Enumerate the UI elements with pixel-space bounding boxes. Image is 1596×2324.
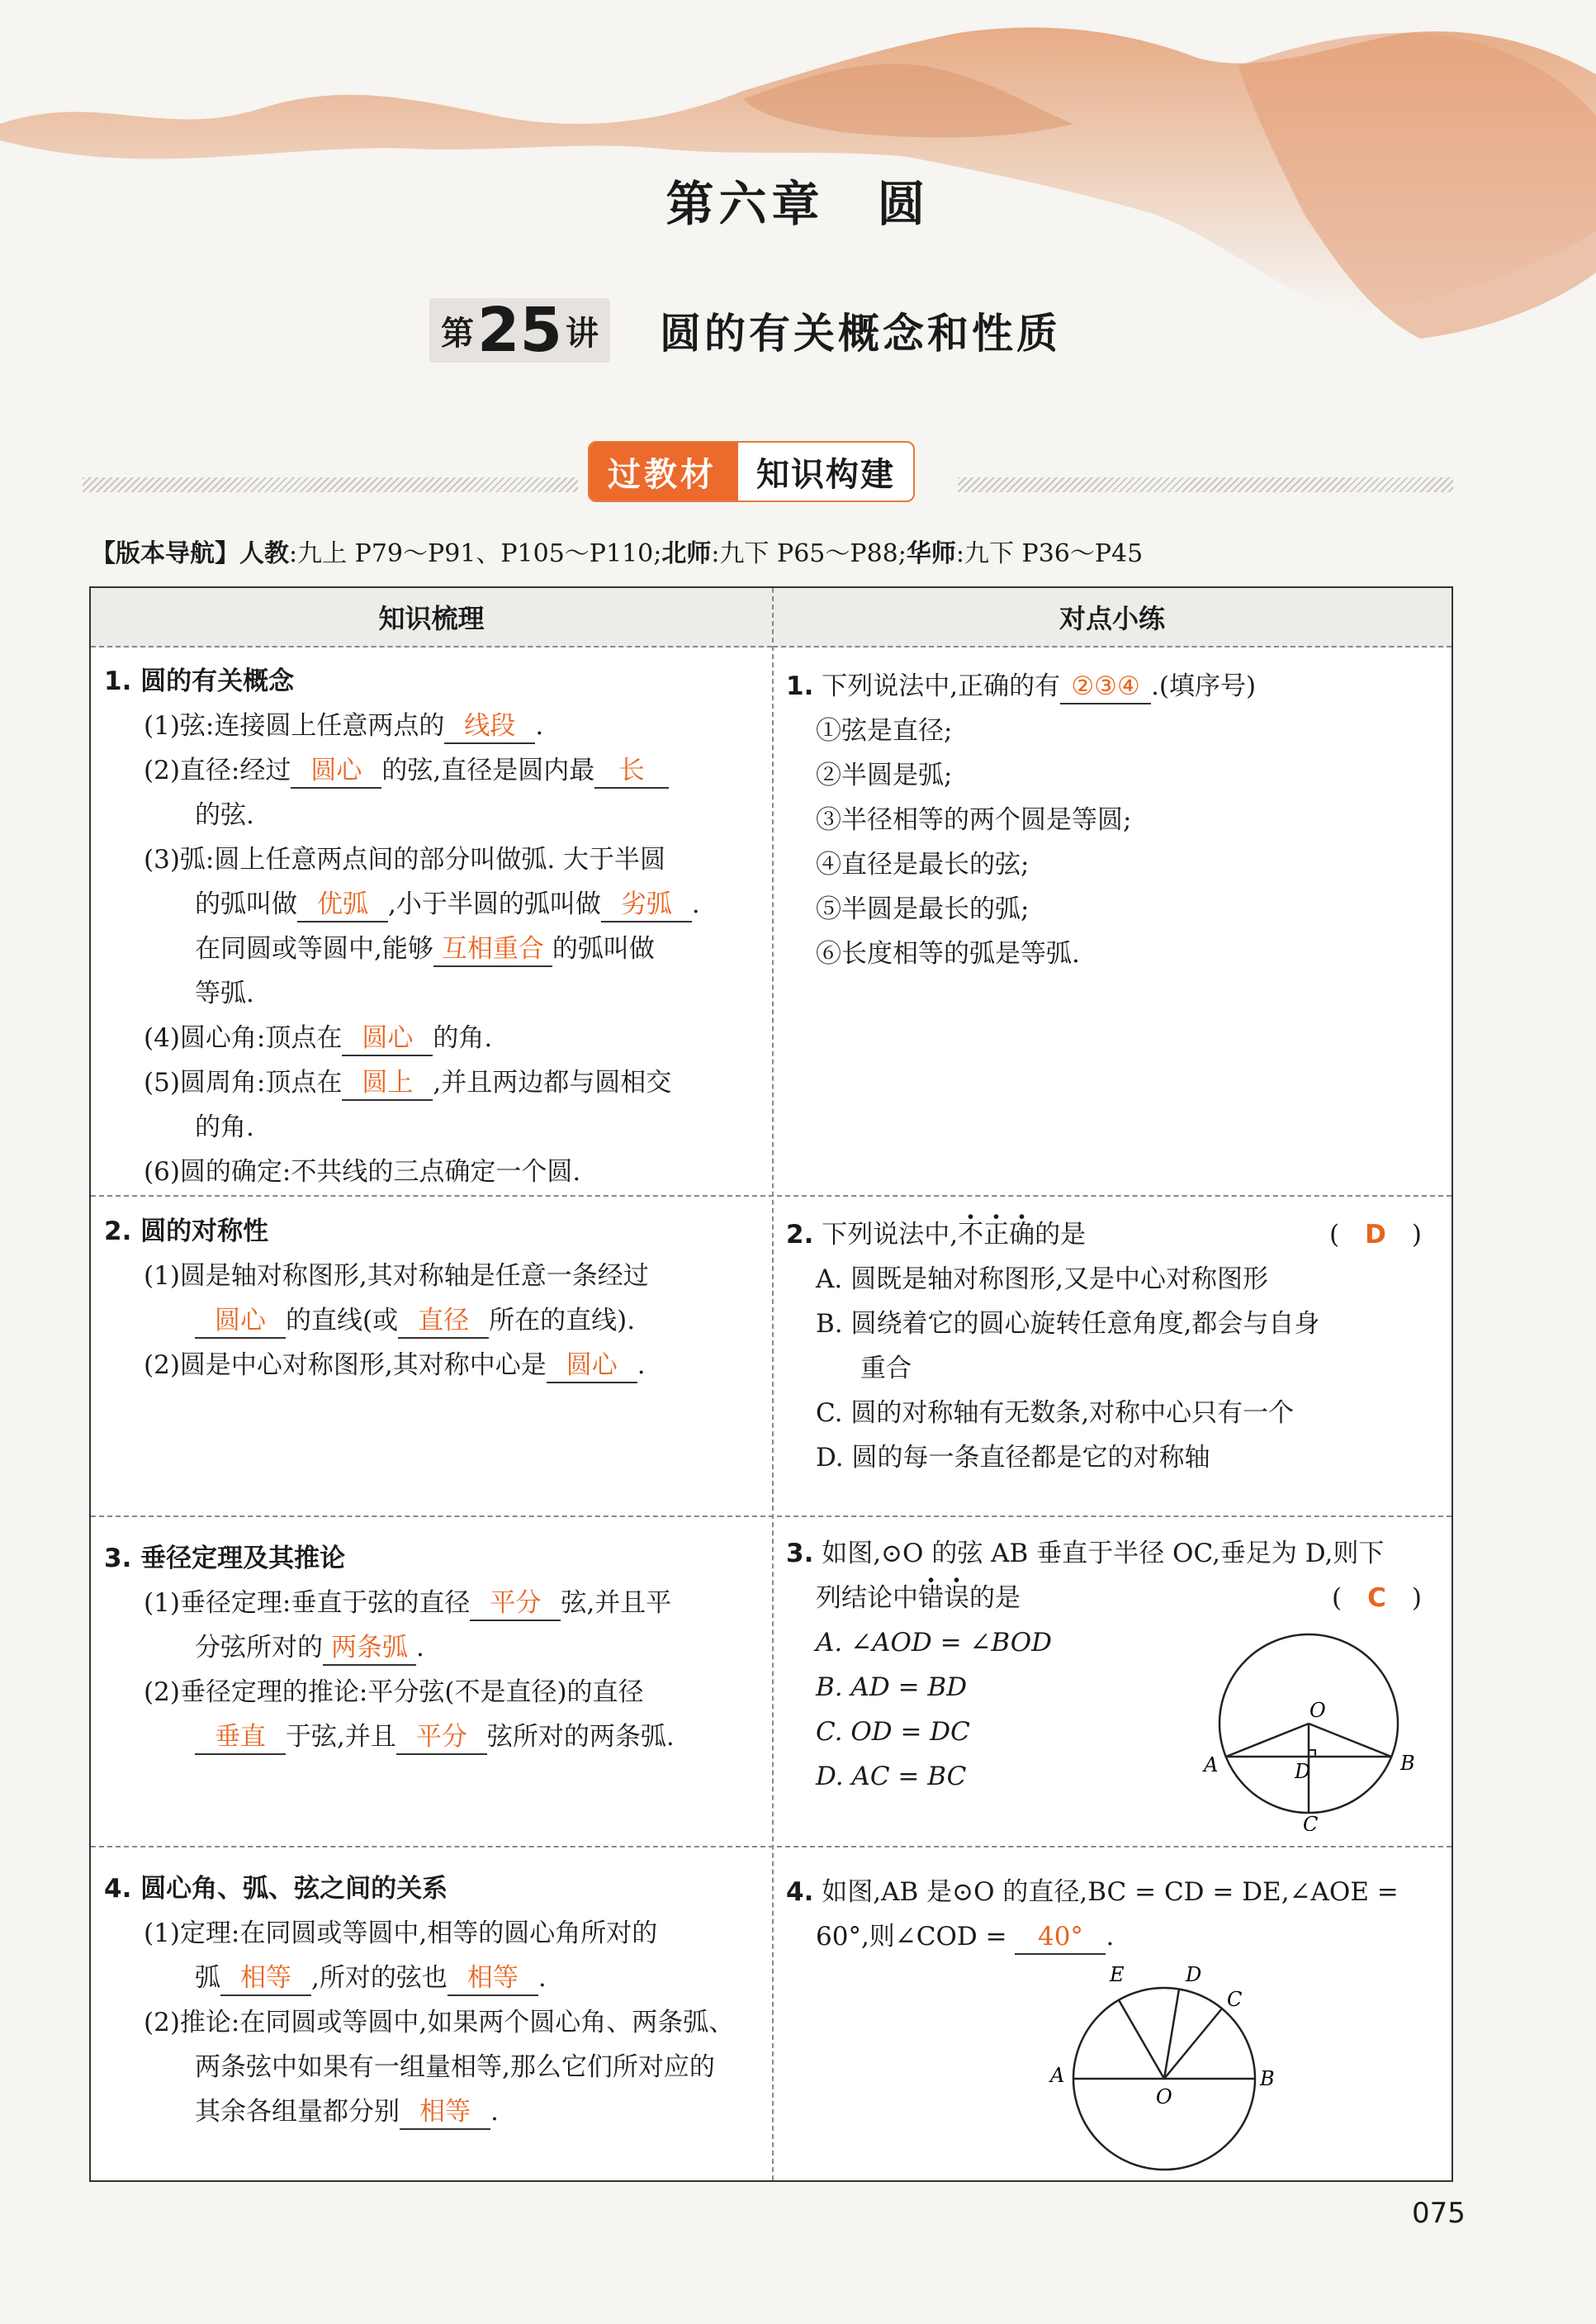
answer-blank: 垂直 <box>195 1720 286 1755</box>
answer-blank: 两条弧 <box>323 1631 416 1666</box>
s1-i4-end: 的角. <box>433 1023 493 1053</box>
s1-i3-mid: ,小于半圆的弧叫做 <box>388 889 601 919</box>
q2-emphasis <box>958 1220 1035 1250</box>
q2-stem-end: 的是 <box>1035 1220 1087 1250</box>
header-practice: 对点小练 <box>773 588 1452 647</box>
q2-answer-paren: ( D ) <box>1329 1220 1422 1250</box>
q3-option-c: C. OD = DC <box>816 1717 970 1747</box>
answer-blank: 优弧 <box>297 888 388 922</box>
chapter-title: 第六章 圆 <box>665 176 931 232</box>
section-2-title: 2. 圆的对称性 <box>104 1217 269 1246</box>
q3-number: 3. <box>786 1539 814 1568</box>
s3-i1-text2: 分弦所对的 <box>195 1633 323 1662</box>
emphasis-char: 确 <box>1009 1220 1035 1250</box>
q4-label-a: A <box>1050 2064 1065 2087</box>
q3-answer: C <box>1367 1583 1386 1613</box>
q1-option: ③半径相等的两个圆是等圆; <box>816 805 1132 835</box>
section-tag-right: 知识构建 <box>756 455 895 494</box>
q2-option-b-cont: 重合 <box>860 1354 912 1383</box>
lecture-number: 25 <box>477 295 562 366</box>
knowledge-section-3 <box>104 1536 765 1759</box>
q3-label-o: O <box>1309 1699 1326 1722</box>
s4-i1-end: . <box>538 1963 547 1993</box>
answer-blank: 互相重合 <box>433 932 552 967</box>
s1-i3-end2: 的弧叫做 <box>552 934 655 964</box>
s1-i2-text: (2)直径:经过 <box>144 756 291 785</box>
emphasis-char: 错 <box>918 1583 944 1613</box>
s3-i2-mid: 于弦,并且 <box>286 1722 396 1752</box>
q4-stem-end: . <box>1106 1922 1115 1952</box>
answer-blank: 圆上 <box>342 1066 433 1101</box>
knowledge-section-1 <box>104 659 765 1194</box>
q4-circle-figure <box>1007 1963 1321 2178</box>
row-divider-2 <box>91 1515 1452 1517</box>
edition-pep-pages: :九上 P79～P91、P105～P110; <box>289 539 662 568</box>
row-divider-1 <box>91 1195 1452 1197</box>
answer-blank: 线段 <box>444 709 535 744</box>
answer-blank: 圆心 <box>342 1022 433 1056</box>
answer-blank: 圆心 <box>291 754 381 789</box>
knowledge-table <box>89 586 1453 2182</box>
q2-option-c: C. 圆的对称轴有无数条,对称中心只有一个 <box>816 1398 1295 1428</box>
s2-i2-text: (2)圆是中心对称图形,其对称中心是 <box>144 1350 547 1380</box>
s1-i5-text: (5)圆周角:顶点在 <box>144 1068 343 1098</box>
q1-option: ④直径是最长的弦; <box>816 850 1030 880</box>
answer-blank: 平分 <box>470 1586 561 1621</box>
header-knowledge: 知识梳理 <box>91 588 772 647</box>
s4-i2-end: . <box>490 2097 499 2127</box>
q1-options <box>786 709 1438 976</box>
s2-i1-end: 所在的直线). <box>489 1306 636 1335</box>
answer-blank: ②③④ <box>1060 670 1151 704</box>
section-1-title: 1. 圆的有关概念 <box>104 666 295 696</box>
s1-i2-cont: 的弦. <box>195 800 254 830</box>
answer-blank: 长 <box>594 754 669 789</box>
section-tag <box>588 441 915 502</box>
emphasis-char: 误 <box>944 1583 969 1613</box>
q2-answer: D <box>1365 1220 1386 1250</box>
lecture-suffix: 讲 <box>565 314 599 353</box>
q3-option-b: B. AD = BD <box>816 1672 968 1702</box>
s1-i1-text: (1)弦:连接圆上任意两点的 <box>144 711 445 741</box>
q2-option-a: A. 圆既是轴对称图形,又是中心对称图形 <box>816 1264 1268 1294</box>
section-tag-left: 过教材 <box>590 443 738 500</box>
knowledge-section-2 <box>104 1209 765 1387</box>
s1-i3-text: 的弧叫做 <box>195 889 297 919</box>
q4-stem-line1: 如图,AB 是⊙O 的直径,BC = CD = DE,∠AOE = <box>822 1877 1399 1907</box>
edition-hs-pages: :九下 P36～P45 <box>955 539 1144 568</box>
s1-i3-text2: 在同圆或等圆中,能够 <box>195 934 433 964</box>
q1-stem-end: .(填序号) <box>1151 671 1257 701</box>
answer-blank: 直径 <box>398 1304 489 1339</box>
q4-label-c: C <box>1227 1988 1243 2011</box>
q1-number: 1. <box>786 671 814 701</box>
page-number: 075 <box>1412 2197 1466 2230</box>
s3-i1-text: (1)垂径定理:垂直于弦的直径 <box>144 1588 471 1618</box>
s3-i1-end: 弦,并且平 <box>561 1588 672 1618</box>
q4-label-o: O <box>1156 2085 1172 2108</box>
practice-question-4 <box>786 1870 1438 1959</box>
q1-option: ⑥长度相等的弧是等弧. <box>816 939 1080 969</box>
q3-label-b: B <box>1400 1752 1415 1775</box>
q2-option-d: D. 圆的每一条直径都是它的对称轴 <box>816 1443 1210 1473</box>
q3-stem-line2: 列结论中 <box>816 1583 918 1613</box>
q2-stem: 下列说法中, <box>822 1220 959 1250</box>
answer-blank: 劣弧 <box>601 888 692 922</box>
knowledge-section-4 <box>104 1866 765 2134</box>
s3-i1-end2: . <box>416 1633 424 1662</box>
s1-i2-mid: 的弦,直径是圆内最 <box>381 756 595 785</box>
q2-number: 2. <box>786 1220 814 1250</box>
column-divider <box>772 588 774 2180</box>
emphasis-char: 不 <box>958 1220 984 1250</box>
hatch-right <box>958 477 1453 492</box>
practice-question-2 <box>786 1212 1438 1480</box>
q3-option-a: A. ∠AOD = ∠BOD <box>816 1628 1053 1658</box>
lecture-badge <box>429 295 610 366</box>
answer-blank: 40° <box>1015 1920 1106 1955</box>
lecture-title: 圆的有关概念和性质 <box>659 310 1061 358</box>
s1-i3-end: . <box>691 889 700 919</box>
row-divider-3 <box>91 1846 1452 1847</box>
q3-stem-line1: 如图,⊙O 的弦 AB 垂直于半径 OC,垂足为 D,则下 <box>822 1539 1385 1568</box>
s1-i6: (6)圆的确定:不共线的三点确定一个圆. <box>144 1157 581 1187</box>
edition-hs: 华师 <box>906 539 956 568</box>
q3-answer-paren: ( C ) <box>1332 1583 1422 1613</box>
s1-i5-cont: 的角. <box>195 1112 254 1142</box>
s4-i1-text: 弧 <box>195 1963 220 1993</box>
s1-i3-cont: 等弧. <box>195 979 254 1008</box>
answer-blank: 相等 <box>400 2095 490 2130</box>
q1-option: ②半圆是弧; <box>816 761 953 790</box>
q2-option-b: B. 圆绕着它的圆心旋转任意角度,都会与自身 <box>816 1309 1320 1339</box>
answer-blank: 相等 <box>448 1961 538 1996</box>
s2-i2-end: . <box>637 1350 646 1380</box>
q1-option: ①弦是直径; <box>816 716 953 746</box>
s1-i5-end: ,并且两边都与圆相交 <box>433 1068 672 1098</box>
s4-i1-mid: ,所对的弦也 <box>311 1963 448 1993</box>
q1-option: ⑤半圆是最长的弧; <box>816 894 1030 924</box>
q3-label-c: C <box>1303 1813 1319 1831</box>
section-3-title: 3. 垂径定理及其推论 <box>104 1544 346 1573</box>
hatch-left <box>83 477 578 492</box>
edition-bsd: 北师 <box>661 539 712 568</box>
s3-i2-line1: (2)垂径定理的推论:平分弦(不是直径)的直径 <box>144 1677 644 1707</box>
s4-i1-line1: (1)定理:在同圆或等圆中,相等的圆心角所对的 <box>144 1918 658 1948</box>
q4-label-b: B <box>1260 2067 1275 2090</box>
lecture-prefix: 第 <box>441 314 474 353</box>
emphasis-char: 正 <box>983 1220 1010 1250</box>
s1-i3-line1: (3)弧:圆上任意两点间的部分叫做弧. 大于半圆 <box>144 845 666 875</box>
q3-label-d: D <box>1295 1760 1311 1783</box>
q4-stem-line2: 60°,则∠COD = <box>816 1922 1016 1952</box>
s1-i1-end: . <box>535 711 544 741</box>
practice-question-1 <box>786 664 1438 976</box>
s2-i1-line1: (1)圆是轴对称图形,其对称轴是任意一条经过 <box>144 1261 649 1291</box>
section-bar <box>83 438 1453 504</box>
q3-emphasis <box>918 1583 969 1613</box>
s1-i4-text: (4)圆心角:顶点在 <box>144 1023 343 1053</box>
edition-nav-label: 【版本导航】 <box>91 539 239 568</box>
q4-label-e: E <box>1110 1963 1125 1986</box>
q3-option-d: D. AC = BC <box>816 1762 967 1791</box>
q3-circle-figure <box>1189 1624 1437 1831</box>
answer-blank: 相等 <box>220 1961 311 1996</box>
s4-i2-line2: 两条弦中如果有一组量相等,那么它们所对应的 <box>195 2052 715 2082</box>
q1-stem: 下列说法中,正确的有 <box>822 671 1061 701</box>
q4-label-d: D <box>1186 1963 1202 1986</box>
s3-i2-end: 弦所对的两条弧. <box>486 1722 675 1752</box>
s4-i2-line1: (2)推论:在同圆或等圆中,如果两个圆心角、两条弧、 <box>144 2008 735 2037</box>
q3-stem-end: 的是 <box>969 1583 1021 1613</box>
s4-i2-text: 其余各组量都分别 <box>195 2097 400 2127</box>
answer-blank: 平分 <box>396 1720 487 1755</box>
edition-nav <box>91 533 1143 569</box>
edition-bsd-pages: :九下 P65～P88; <box>711 539 907 568</box>
answer-blank: 圆心 <box>547 1349 637 1383</box>
section-4-title: 4. 圆心角、弧、弦之间的关系 <box>104 1874 448 1904</box>
q4-number: 4. <box>786 1877 814 1907</box>
edition-pep: 人教 <box>239 539 289 568</box>
answer-blank: 圆心 <box>195 1304 286 1339</box>
s2-i1-mid: 的直线(或 <box>286 1306 399 1335</box>
q3-label-a: A <box>1204 1753 1219 1776</box>
lecture-heading <box>429 293 1061 368</box>
